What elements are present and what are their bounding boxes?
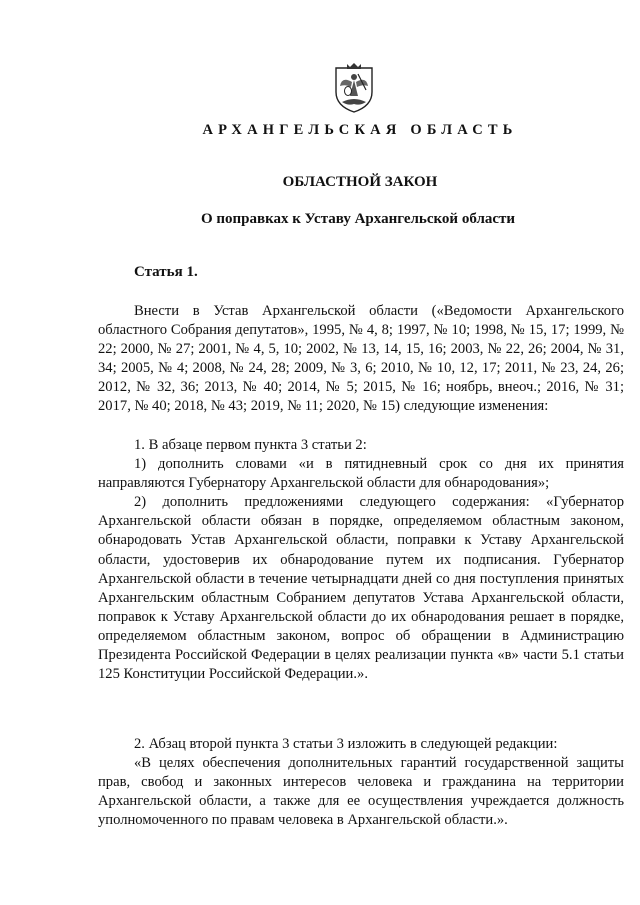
amendment-item-2 [98, 735, 624, 830]
law-title: О поправках к Уставу Архангельской области [200, 211, 516, 227]
coat-of-arms-icon [330, 62, 378, 114]
region-name: АРХАНГЕЛЬСКАЯ ОБЛАСТЬ [202, 122, 518, 138]
article-heading: Статья 1. [134, 264, 198, 280]
item-2-text: «В целях обеспечения дополнительных гарантий государственной защиты прав, свобод и законных интересов человека и гражданина на территории Архангельской области, а также для ее осуществления учреждается должность уполномоченного по правам человека в Архангельской области.». [98, 755, 624, 829]
intro-paragraph: Внести в Устав Архангельской области («Ведомости Архангельского областного Собрания депутатов», 1995, № 4, 8; 1997, № 10; 1998, № 15, 17; 1999, № 22; 2000, № 27; 2001, № 4, 5, 10; 2002, № 13, 14, 15, 16; 2003, № 22, 26; 2004, № 31, 34; 2005, № 4; 2008, № 24, 28; 2009, № 3, 6; 2010, № 10, 12, 17; 2011, № 23, 24, 26; 2012, № 32, 36; 2013, № 40; 2014, № 5; 2015, № 16; ноябрь, внеоч.; 2016, № 31; 2017, № 40; 2018, № 43; 2019, № 11; 2020, № 15) следующие изменения: [98, 303, 624, 415]
item-1-heading: 1. В абзаце первом пункта 3 статьи 2: [134, 437, 367, 453]
law-type-heading: ОБЛАСТНОЙ ЗАКОН [282, 174, 438, 190]
item-2-heading: 2. Абзац второй пункта 3 статьи 3 изложить в следующей редакции: [134, 736, 558, 752]
article-intro [98, 302, 624, 417]
item-1-subitem-2: 2) дополнить предложениями следующего содержания: «Губернатор Архангельской области обязан в порядке, определяемом областным законом, обнародовать Устав Архангельской области, поправки к Уставу Архангельской области, удостоверив их обнародование путем их подписания. Губернатор Архангельской области в течение четырнадцати дней со дня поступления принятых Архангельским областным Собранием депутатов Устава Архангельской области, поправок к Уставу Архангельской области до их обнародования решает в порядке, определяемом областным законом, вопрос об обращении в Администрацию Президента Российской Федерации в целях реализации пункта «в» части 5.1 статьи 125 Конституции Российской Федерации.». [98, 494, 624, 683]
item-1-subitem-1: 1) дополнить словами «и в пятидневный срок со дня их принятия направляются Губернатору Архангельской области для обнародования»; [98, 456, 624, 492]
amendment-item-1 [98, 436, 624, 684]
